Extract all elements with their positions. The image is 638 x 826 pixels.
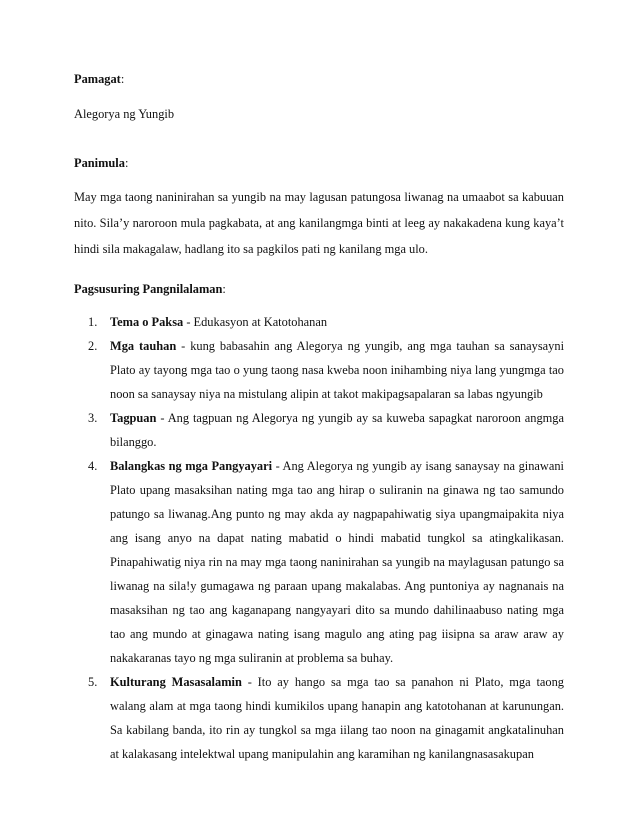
item-text: - Edukasyon at Katotohanan: [183, 315, 328, 329]
analysis-label: Pagsusuring Pangnilalaman: [74, 282, 223, 296]
item-term: Kulturang Masasalamin: [110, 675, 242, 689]
list-item: [74, 670, 564, 766]
title-value: Alegorya ng Yungib: [74, 107, 175, 121]
list-item: [74, 334, 564, 406]
intro-label: Panimula: [74, 156, 125, 170]
list-number: 4.: [88, 459, 98, 473]
item-text: - kung babasahin ang Alegorya ng yungib, ang mga tauhan sa sanaysayni Plato ay tayong mga tao o yung taong nasa kweba noon inihambing niya lang yungmga tao noon sa sanaysay niya na mistulang alipin at takot makipagsapalaran sa labas ngyungib: [110, 339, 565, 401]
title-label: Pamagat: [74, 72, 121, 86]
list-number: 5.: [88, 675, 98, 689]
analysis-list: [74, 310, 564, 766]
list-number: 3.: [88, 411, 98, 425]
list-item: [74, 454, 564, 670]
intro-heading: Panimula:: [74, 156, 129, 170]
item-text: - Ang tagpuan ng Alegorya ng yungib ay sa kuweba sapagkat naroroon angmga bilanggo.: [110, 411, 564, 449]
intro-paragraph: May mga taong naninirahan sa yungib na may lagusan patungosa liwanag na umaabot sa kabuuan nito. Sila’y naroroon mula pagkabata, at ang kanilangmga binti at leeg ay nakakadena kung kaya’t hindi sila makagalaw, hadlang ito sa pagkilos pati ng kanilang mga ulo.: [74, 190, 564, 256]
list-item: [74, 406, 564, 454]
title-heading: Pamagat:: [74, 72, 125, 86]
list-item: [74, 310, 564, 334]
item-term: Mga tauhan: [110, 339, 177, 353]
list-number: 1.: [88, 315, 98, 329]
item-text: - Ito ay hango sa mga tao sa panahon ni Plato, mga taong walang alam at mga taong hindi kumikilos upang hanapin ang katotohanan at karunungan. Sa kabilang banda, ito rin ay tungkol sa mga iilang tao noon na ginagamit angkatalinuhan at kalakasang intelektwal upang manipulahin ang karamihan ng kanilangnasasakupan: [110, 675, 564, 761]
item-term: Tagpuan: [110, 411, 157, 425]
item-term: Balangkas ng mga Pangyayari: [110, 459, 273, 473]
list-number: 2.: [88, 339, 98, 353]
item-text: - Ang Alegorya ng yungib ay isang sanaysay na ginawani Plato upang masaksihan nating mga tao ang hirap o suliranin na ginawa ng tao samundo patungo sa liwanag.Ang punto ng may akda ay nagpapahiwatig siya upangmaipakita niya ang isang anyo na dapat nating mabatid o hindi mabatid tungkol sa atingkalikasan. Pinapahiwatig niya rin na may mga taong naninirahan sa yungib na maylagusan patungo sa liwanag na sila!y gumagawa ng paraan upang makalabas. Ang puntoniya ay nagnanais na masaksihan ng tao ang kaganapang nangyayari dito sa mundo dahilinaabuso nating mga tao ang mundo at ginagawa nating isang magulo ang ating pag iisipna sa araw araw ay nakakaranas tayo ng mga suliranin at problema sa buhay.: [110, 459, 564, 665]
analysis-heading: Pagsusuring Pangnilalaman:: [74, 282, 226, 296]
item-term: Tema o Paksa: [110, 315, 184, 329]
